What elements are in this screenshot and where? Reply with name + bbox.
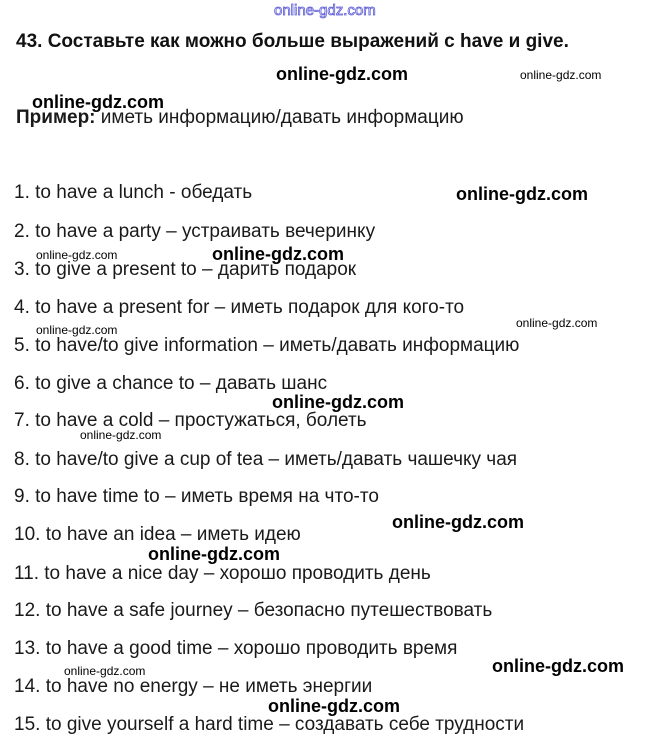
list-item: 1. to have a lunch - обедать [14, 182, 253, 203]
list-item: 11. to have a nice day – хорошо проводить день [14, 563, 431, 584]
watermark: online-gdz.com [276, 64, 408, 84]
list-item: 12. to have a safe journey – безопасно путешествовать [14, 600, 493, 621]
example-text: иметь информацию/давать информацию [95, 107, 464, 128]
watermark: online-gdz.com [492, 656, 624, 676]
watermark: online-gdz.com [32, 92, 164, 112]
watermark: online-gdz.com [36, 248, 118, 262]
list-item: 5. to have/to give information – иметь/давать информацию [14, 335, 520, 356]
watermark: online-gdz.com [64, 664, 146, 678]
list-item: 9. to have time to – иметь время на что-то [14, 486, 379, 507]
watermark: online-gdz.com [392, 512, 524, 532]
list-item: 3. to give a present to – дарить подарок [14, 259, 357, 280]
watermark: online-gdz.com [148, 544, 280, 564]
list-item: 8. to have/to give a cup of tea – иметь/давать чашечку чая [14, 449, 518, 470]
list-item: 10. to have an idea – иметь идею [14, 524, 301, 545]
exercise-title: 43. Составьте как можно больше выражений с have и give. [16, 31, 569, 52]
list-item: 13. to have a good time – хорошо проводить время [14, 638, 458, 659]
example-label: Пример: [16, 107, 96, 128]
list-item: 7. to have a cold – простужаться, болеть [14, 410, 367, 431]
watermark: online-gdz.com [520, 68, 602, 82]
watermark: online-gdz.com [36, 323, 118, 337]
watermark: online-gdz.com [268, 696, 400, 716]
watermark: online-gdz.com [212, 244, 344, 264]
list-item: 14. to have no energy – не иметь энергии [14, 676, 373, 697]
list-item: 2. to have a party – устраивать вечеринку [14, 221, 376, 242]
list-item: 6. to give a chance to – давать шанс [14, 373, 328, 394]
list-item: 15. to give yourself a hard time – создавать себе трудности [14, 714, 525, 735]
watermark: online-gdz.com [516, 316, 598, 330]
watermark: online-gdz.com [80, 428, 162, 442]
watermark: online-gdz.com [272, 392, 404, 412]
watermark: online-gdz.com [456, 184, 588, 204]
list-item: 4. to have a present for – иметь подарок для кого-то [14, 297, 465, 318]
watermark-top: online-gdz.com [274, 2, 376, 19]
